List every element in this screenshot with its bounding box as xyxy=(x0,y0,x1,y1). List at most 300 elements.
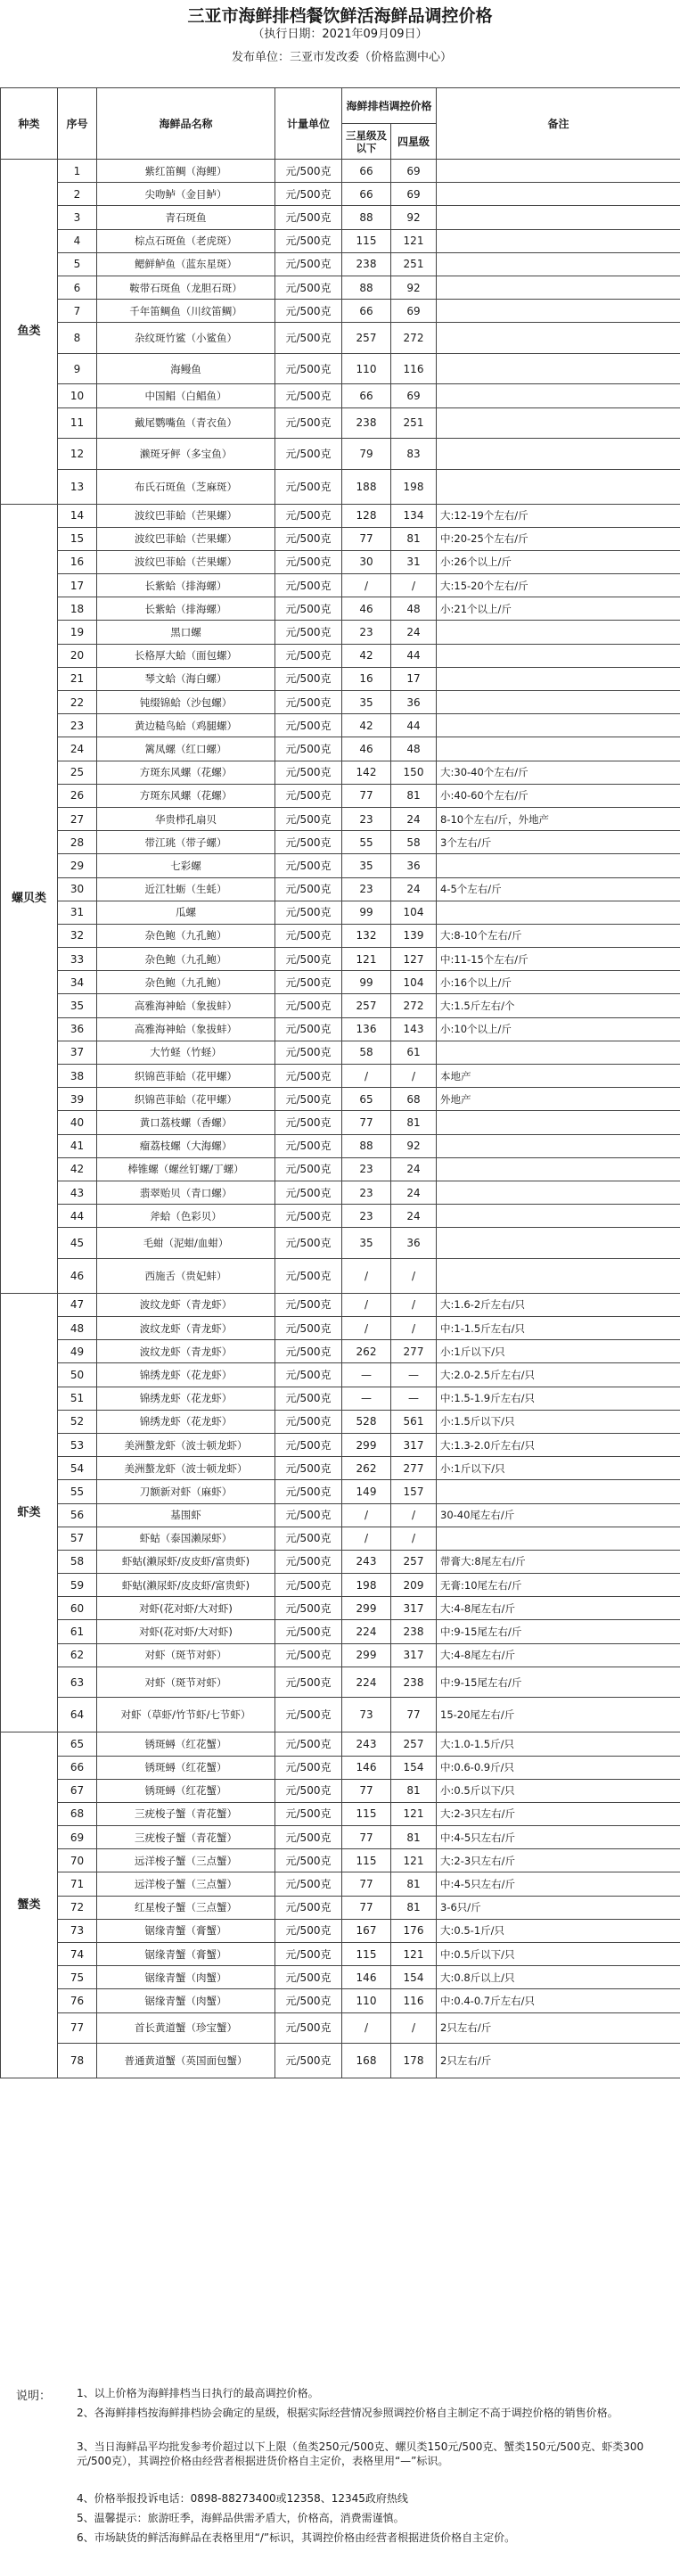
table-row xyxy=(1,527,680,550)
remark-cell: 大:1.3-2.0斤左右/只 xyxy=(437,1433,680,1456)
category-cell: 蟹类 xyxy=(1,1732,58,2078)
remark-cell: 中:0.6-0.9斤/只 xyxy=(437,1756,680,1779)
header xyxy=(0,0,680,71)
price-four-star-cell: 317 xyxy=(391,1597,437,1620)
no-cell: 76 xyxy=(58,1989,97,2012)
name-cell: 锦绣龙虾（花龙虾） xyxy=(97,1387,275,1410)
table-row xyxy=(1,1698,680,1732)
name-cell: 琴文蛤（海白螺） xyxy=(97,667,275,690)
unit-cell: 元/500克 xyxy=(275,644,342,667)
no-cell: 73 xyxy=(58,1919,97,1942)
price-four-star-cell: 68 xyxy=(391,1088,437,1111)
remark-cell xyxy=(437,353,680,384)
remark-cell: 无膏:10尾左右/斤 xyxy=(437,1574,680,1597)
unit-cell: 元/500克 xyxy=(275,276,342,299)
no-cell: 20 xyxy=(58,644,97,667)
remark-cell: 中:9-15尾左右/斤 xyxy=(437,1667,680,1698)
table-row xyxy=(1,384,680,407)
unit-cell: 元/500克 xyxy=(275,1574,342,1597)
price-four-star-cell: 317 xyxy=(391,1433,437,1456)
name-cell: 杂色鲍（九孔鲍） xyxy=(97,971,275,994)
price-three-star-cell: 77 xyxy=(342,1896,391,1919)
header-remark: 备注 xyxy=(437,88,680,160)
unit-cell: 元/500克 xyxy=(275,1503,342,1527)
price-three-star-cell: / xyxy=(342,1065,391,1088)
name-cell: 虾蛄（泰国濑尿虾） xyxy=(97,1527,275,1550)
no-cell: 23 xyxy=(58,714,97,737)
no-cell: 6 xyxy=(58,276,97,299)
remark-cell: 大:15-20个左右/斤 xyxy=(437,574,680,597)
price-four-star-cell: 48 xyxy=(391,737,437,761)
name-cell: 锈斑蟳（红花蟹） xyxy=(97,1732,275,1756)
no-cell: 52 xyxy=(58,1410,97,1433)
table-row xyxy=(1,1966,680,1989)
remark-cell xyxy=(437,901,680,924)
price-four-star-cell: 58 xyxy=(391,831,437,854)
table-row xyxy=(1,1457,680,1480)
price-four-star-cell: / xyxy=(391,1258,437,1293)
unit-cell: 元/500克 xyxy=(275,1363,342,1387)
table-row xyxy=(1,667,680,690)
price-four-star-cell: / xyxy=(391,574,437,597)
price-three-star-cell: 243 xyxy=(342,1732,391,1756)
name-cell: 对虾(花对虾/大对虾) xyxy=(97,1620,275,1643)
price-three-star-cell: / xyxy=(342,1317,391,1340)
unit-cell: 元/500克 xyxy=(275,597,342,621)
no-cell: 24 xyxy=(58,737,97,761)
price-three-star-cell: 55 xyxy=(342,831,391,854)
price-three-star-cell: 88 xyxy=(342,206,391,229)
price-three-star-cell: 146 xyxy=(342,1756,391,1779)
table-row xyxy=(1,691,680,714)
table-row xyxy=(1,1041,680,1064)
unit-cell: 元/500克 xyxy=(275,1228,342,1259)
no-cell: 62 xyxy=(58,1643,97,1667)
unit-cell: 元/500克 xyxy=(275,439,342,470)
no-cell: 65 xyxy=(58,1732,97,1756)
no-cell: 12 xyxy=(58,439,97,470)
name-cell: 波纹巴菲蛤（芒果螺） xyxy=(97,550,275,573)
price-three-star-cell: 23 xyxy=(342,621,391,644)
remark-cell: 中:1.5-1.9斤左右/只 xyxy=(437,1387,680,1410)
price-four-star-cell: 36 xyxy=(391,1228,437,1259)
no-cell: 44 xyxy=(58,1205,97,1228)
table-row xyxy=(1,784,680,807)
page-title: 三亚市海鲜排档餐饮鲜活海鲜品调控价格 xyxy=(187,6,493,26)
price-four-star-cell: 17 xyxy=(391,667,437,690)
price-three-star-cell: 35 xyxy=(342,854,391,877)
table-row xyxy=(1,971,680,994)
name-cell: 首长黄道蟹（珍宝蟹） xyxy=(97,2012,275,2044)
price-three-star-cell: 35 xyxy=(342,691,391,714)
price-three-star-cell: 42 xyxy=(342,714,391,737)
unit-cell: 元/500克 xyxy=(275,206,342,229)
unit-cell: 元/500克 xyxy=(275,1802,342,1825)
header-price-group: 海鲜排档调控价格 xyxy=(342,88,437,124)
note-6: 6、市场缺货的鲜活海鲜品在表格里用“/”标识，其调控价格由经营者根据进货价格自主定价。 xyxy=(77,2531,516,2544)
price-three-star-cell: 77 xyxy=(342,1779,391,1802)
name-cell: 对虾(花对虾/大对虾) xyxy=(97,1597,275,1620)
unit-cell: 元/500克 xyxy=(275,971,342,994)
no-cell: 56 xyxy=(58,1503,97,1527)
no-cell: 43 xyxy=(58,1181,97,1204)
table-row xyxy=(1,1802,680,1825)
no-cell: 22 xyxy=(58,691,97,714)
table-row xyxy=(1,737,680,761)
unit-cell: 元/500克 xyxy=(275,877,342,901)
price-four-star-cell: 238 xyxy=(391,1667,437,1698)
table-row xyxy=(1,1088,680,1111)
price-four-star-cell: 251 xyxy=(391,407,437,439)
no-cell: 75 xyxy=(58,1966,97,1989)
name-cell: 锯缘青蟹（肉蟹） xyxy=(97,1989,275,2012)
note-4: 4、价格举报投诉电话：0898-88273400或12358、12345政府热线 xyxy=(77,2492,408,2505)
price-four-star-cell: 81 xyxy=(391,527,437,550)
table-body xyxy=(1,160,680,2078)
no-cell: 47 xyxy=(58,1293,97,1316)
name-cell: 濑斑牙鲆（多宝鱼） xyxy=(97,439,275,470)
price-three-star-cell: 299 xyxy=(342,1643,391,1667)
name-cell: 锯缘青蟹（膏蟹） xyxy=(97,1919,275,1942)
remark-cell: 大:4-8尾左右/斤 xyxy=(437,1597,680,1620)
table-row xyxy=(1,1410,680,1433)
remark-cell: 大:12-19个左右/斤 xyxy=(437,504,680,527)
table-row xyxy=(1,1643,680,1667)
price-table xyxy=(0,87,680,2078)
no-cell: 15 xyxy=(58,527,97,550)
no-cell: 28 xyxy=(58,831,97,854)
unit-cell: 元/500克 xyxy=(275,1919,342,1942)
table-row xyxy=(1,1387,680,1410)
price-four-star-cell: 69 xyxy=(391,384,437,407)
price-four-star-cell: 134 xyxy=(391,504,437,527)
no-cell: 71 xyxy=(58,1872,97,1896)
unit-cell: 元/500克 xyxy=(275,1387,342,1410)
header-name: 海鲜品名称 xyxy=(97,88,275,160)
name-cell: 波纹龙虾（青龙虾） xyxy=(97,1293,275,1316)
name-cell: 杂色鲍（九孔鲍） xyxy=(97,924,275,947)
price-four-star-cell: 81 xyxy=(391,1111,437,1134)
table-row xyxy=(1,1157,680,1181)
price-three-star-cell: 42 xyxy=(342,644,391,667)
table-row xyxy=(1,504,680,527)
note-2: 2、各海鲜排档按海鲜排档协会确定的星级，根据实际经营情况参照调控价格自主制定不高于调控价格的销售价格。 xyxy=(77,2407,619,2419)
price-four-star-cell: 121 xyxy=(391,229,437,252)
unit-cell: 元/500克 xyxy=(275,1849,342,1872)
no-cell: 48 xyxy=(58,1317,97,1340)
remark-cell xyxy=(437,714,680,737)
remark-cell: 15-20尾左右/斤 xyxy=(437,1698,680,1732)
name-cell: 戴尾鹦嘴鱼（青衣鱼） xyxy=(97,407,275,439)
remark-cell: 中:20-25个左右/斤 xyxy=(437,527,680,550)
table-row xyxy=(1,407,680,439)
no-cell: 54 xyxy=(58,1457,97,1480)
no-cell: 4 xyxy=(58,229,97,252)
remark-cell xyxy=(437,384,680,407)
price-three-star-cell: 115 xyxy=(342,1943,391,1966)
no-cell: 11 xyxy=(58,407,97,439)
remark-cell: 大:2-3只左右/斤 xyxy=(437,1802,680,1825)
remark-cell: 3个左右/斤 xyxy=(437,831,680,854)
remark-cell xyxy=(437,1134,680,1157)
execution-date: （执行日期：2021年09月09日） xyxy=(252,28,428,41)
price-three-star-cell: 46 xyxy=(342,597,391,621)
name-cell: 高雅海神蛤（象拔蚌） xyxy=(97,1017,275,1041)
name-cell: 黄边糙鸟蛤（鸡腿螺） xyxy=(97,714,275,737)
name-cell: 布氏石斑鱼（芝麻斑） xyxy=(97,469,275,504)
remark-cell xyxy=(437,1527,680,1550)
no-cell: 25 xyxy=(58,761,97,784)
table-row xyxy=(1,854,680,877)
unit-cell: 元/500克 xyxy=(275,353,342,384)
table-row xyxy=(1,469,680,504)
name-cell: 基围虾 xyxy=(97,1503,275,1527)
table-row xyxy=(1,948,680,971)
table-row xyxy=(1,1620,680,1643)
remark-cell: 小:16个以上/斤 xyxy=(437,971,680,994)
no-cell: 16 xyxy=(58,550,97,573)
remark-cell: 中:1-1.5斤左右/只 xyxy=(437,1317,680,1340)
table-row xyxy=(1,1363,680,1387)
name-cell: 钝缀锦蛤（沙包螺） xyxy=(97,691,275,714)
remark-cell: 小:26个以上/斤 xyxy=(437,550,680,573)
name-cell: 三疣梭子蟹（青花蟹） xyxy=(97,1802,275,1825)
remark-cell xyxy=(437,1205,680,1228)
price-four-star-cell: 69 xyxy=(391,183,437,206)
table-row xyxy=(1,323,680,354)
no-cell: 50 xyxy=(58,1363,97,1387)
unit-cell: 元/500克 xyxy=(275,1779,342,1802)
remark-cell: 大:30-40个左右/斤 xyxy=(437,761,680,784)
price-three-star-cell: 35 xyxy=(342,1228,391,1259)
price-three-star-cell: 528 xyxy=(342,1410,391,1433)
price-three-star-cell: 46 xyxy=(342,737,391,761)
price-three-star-cell: 88 xyxy=(342,1134,391,1157)
table-row xyxy=(1,1111,680,1134)
name-cell: 杂纹斑竹鲨（小鲨鱼） xyxy=(97,323,275,354)
price-four-star-cell: 121 xyxy=(391,1849,437,1872)
price-three-star-cell: 188 xyxy=(342,469,391,504)
unit-cell: 元/500克 xyxy=(275,807,342,830)
no-cell: 32 xyxy=(58,924,97,947)
price-three-star-cell: 23 xyxy=(342,1205,391,1228)
table-row xyxy=(1,1433,680,1456)
no-cell: 1 xyxy=(58,160,97,183)
price-four-star-cell: 24 xyxy=(391,621,437,644)
unit-cell: 元/500克 xyxy=(275,183,342,206)
unit-cell: 元/500克 xyxy=(275,1457,342,1480)
price-three-star-cell: 110 xyxy=(342,1989,391,2012)
name-cell: 美洲螯龙虾（波士顿龙虾） xyxy=(97,1457,275,1480)
price-three-star-cell: 66 xyxy=(342,300,391,323)
no-cell: 19 xyxy=(58,621,97,644)
table-row xyxy=(1,644,680,667)
remark-cell: 大:1.6-2斤左右/只 xyxy=(437,1293,680,1316)
unit-cell: 元/500克 xyxy=(275,252,342,276)
price-four-star-cell: 317 xyxy=(391,1643,437,1667)
unit-cell: 元/500克 xyxy=(275,550,342,573)
remark-cell: 大:8-10个左右/斤 xyxy=(437,924,680,947)
note-3: 3、当日海鲜品平均批发参考价超过以下上限（鱼类250元/500克、螺贝类150元/500克、蟹类150元/500克、虾类300元/500克），其调控价格由经营者根据进货价格自主定价，表格里用“—”标识。 xyxy=(77,2440,644,2467)
price-four-star-cell: 69 xyxy=(391,300,437,323)
table-row xyxy=(1,1480,680,1503)
unit-cell: 元/500克 xyxy=(275,831,342,854)
remark-cell xyxy=(437,644,680,667)
name-cell: 对虾（斑节对虾） xyxy=(97,1667,275,1698)
price-three-star-cell: 16 xyxy=(342,667,391,690)
table-row xyxy=(1,1756,680,1779)
unit-cell: 元/500克 xyxy=(275,1989,342,2012)
price-four-star-cell: 44 xyxy=(391,644,437,667)
no-cell: 10 xyxy=(58,384,97,407)
table-row xyxy=(1,1779,680,1802)
no-cell: 9 xyxy=(58,353,97,384)
name-cell: 海鳗鱼 xyxy=(97,353,275,384)
table-row xyxy=(1,1872,680,1896)
table-row xyxy=(1,1065,680,1088)
table-row xyxy=(1,206,680,229)
name-cell: 波纹巴菲蛤（芒果螺） xyxy=(97,527,275,550)
price-three-star-cell: 238 xyxy=(342,252,391,276)
remark-cell: 大:2-3只左右/斤 xyxy=(437,1849,680,1872)
unit-cell: 元/500克 xyxy=(275,1620,342,1643)
price-four-star-cell: 154 xyxy=(391,1966,437,1989)
price-three-star-cell: 88 xyxy=(342,276,391,299)
price-three-star-cell: 23 xyxy=(342,1157,391,1181)
name-cell: 织锦芭菲蛤（花甲螺） xyxy=(97,1065,275,1088)
unit-cell: 元/500克 xyxy=(275,1896,342,1919)
no-cell: 55 xyxy=(58,1480,97,1503)
price-four-star-cell: 48 xyxy=(391,597,437,621)
price-three-star-cell: / xyxy=(342,1503,391,1527)
name-cell: 波纹巴菲蛤（芒果螺） xyxy=(97,504,275,527)
remark-cell xyxy=(437,300,680,323)
remark-cell: 2只左右/斤 xyxy=(437,2044,680,2078)
price-four-star-cell: 24 xyxy=(391,1205,437,1228)
price-four-star-cell: 272 xyxy=(391,994,437,1017)
remark-cell: 中:4-5只左右/斤 xyxy=(437,1872,680,1896)
remark-cell xyxy=(437,323,680,354)
table-row xyxy=(1,1340,680,1363)
name-cell: 对虾（斑节对虾） xyxy=(97,1643,275,1667)
table-row xyxy=(1,1181,680,1204)
price-three-star-cell: 58 xyxy=(342,1041,391,1064)
unit-cell: 元/500克 xyxy=(275,714,342,737)
price-four-star-cell: 36 xyxy=(391,691,437,714)
remark-cell: 小:10个以上/斤 xyxy=(437,1017,680,1041)
price-three-star-cell: 79 xyxy=(342,439,391,470)
price-four-star-cell: / xyxy=(391,1317,437,1340)
table-row xyxy=(1,276,680,299)
no-cell: 36 xyxy=(58,1017,97,1041)
table-row xyxy=(1,300,680,323)
unit-cell: 元/500克 xyxy=(275,1017,342,1041)
name-cell: 长格厚大蛤（面包螺） xyxy=(97,644,275,667)
price-three-star-cell: 128 xyxy=(342,504,391,527)
table-row xyxy=(1,1550,680,1573)
price-three-star-cell: 66 xyxy=(342,183,391,206)
unit-cell: 元/500克 xyxy=(275,1410,342,1433)
name-cell: 虾蛄(濑尿虾/皮皮虾/富贵虾) xyxy=(97,1574,275,1597)
price-three-star-cell: 121 xyxy=(342,948,391,971)
table-row xyxy=(1,831,680,854)
name-cell: 普通黄道蟹（英国面包蟹） xyxy=(97,2044,275,2078)
remark-cell xyxy=(437,439,680,470)
remark-cell: 中:0.5斤以下/只 xyxy=(437,1943,680,1966)
table-row xyxy=(1,761,680,784)
remark-cell xyxy=(437,1157,680,1181)
price-four-star-cell: / xyxy=(391,1503,437,1527)
remark-cell: 小:1.5斤以下/只 xyxy=(437,1410,680,1433)
remark-cell: 中:0.4-0.7斤左右/只 xyxy=(437,1989,680,2012)
price-four-star-cell: 257 xyxy=(391,1550,437,1573)
price-three-star-cell: — xyxy=(342,1363,391,1387)
price-three-star-cell: 77 xyxy=(342,1111,391,1134)
remark-cell: 2只左右/斤 xyxy=(437,2012,680,2044)
remark-cell xyxy=(437,1480,680,1503)
price-three-star-cell: 65 xyxy=(342,1088,391,1111)
name-cell: 高雅海神蛤（象拔蚌） xyxy=(97,994,275,1017)
no-cell: 3 xyxy=(58,206,97,229)
table-row xyxy=(1,1849,680,1872)
no-cell: 26 xyxy=(58,784,97,807)
unit-cell: 元/500克 xyxy=(275,1643,342,1667)
price-four-star-cell: 81 xyxy=(391,784,437,807)
table-row xyxy=(1,1017,680,1041)
no-cell: 59 xyxy=(58,1574,97,1597)
no-cell: 40 xyxy=(58,1111,97,1134)
price-three-star-cell: / xyxy=(342,1258,391,1293)
price-three-star-cell: 243 xyxy=(342,1550,391,1573)
price-four-star-cell: 61 xyxy=(391,1041,437,1064)
no-cell: 27 xyxy=(58,807,97,830)
name-cell: 长紫蛤（排海螺） xyxy=(97,597,275,621)
name-cell: 翡翠贻贝（青口螺） xyxy=(97,1181,275,1204)
table-row xyxy=(1,1503,680,1527)
price-four-star-cell: 24 xyxy=(391,877,437,901)
no-cell: 51 xyxy=(58,1387,97,1410)
no-cell: 30 xyxy=(58,877,97,901)
price-three-star-cell: 115 xyxy=(342,229,391,252)
price-three-star-cell: 168 xyxy=(342,2044,391,2078)
unit-cell: 元/500克 xyxy=(275,784,342,807)
unit-cell: 元/500克 xyxy=(275,527,342,550)
table-row xyxy=(1,994,680,1017)
unit-cell: 元/500克 xyxy=(275,1134,342,1157)
remark-cell xyxy=(437,1041,680,1064)
remark-cell xyxy=(437,206,680,229)
unit-cell: 元/500克 xyxy=(275,1756,342,1779)
no-cell: 63 xyxy=(58,1667,97,1698)
no-cell: 45 xyxy=(58,1228,97,1259)
name-cell: 红星梭子蟹（三点蟹） xyxy=(97,1896,275,1919)
table-row xyxy=(1,924,680,947)
price-three-star-cell: 167 xyxy=(342,1919,391,1942)
unit-cell: 元/500克 xyxy=(275,1966,342,1989)
no-cell: 17 xyxy=(58,574,97,597)
name-cell: 波纹龙虾（青龙虾） xyxy=(97,1340,275,1363)
price-four-star-cell: — xyxy=(391,1363,437,1387)
table-row xyxy=(1,439,680,470)
price-three-star-cell: 23 xyxy=(342,877,391,901)
price-three-star-cell: / xyxy=(342,574,391,597)
table-row xyxy=(1,1667,680,1698)
name-cell: 棕点石斑鱼（老虎斑） xyxy=(97,229,275,252)
table-row xyxy=(1,1574,680,1597)
remark-cell: 带膏大:8尾左右/斤 xyxy=(437,1550,680,1573)
remark-cell: 中:11-15个左右/斤 xyxy=(437,948,680,971)
no-cell: 8 xyxy=(58,323,97,354)
